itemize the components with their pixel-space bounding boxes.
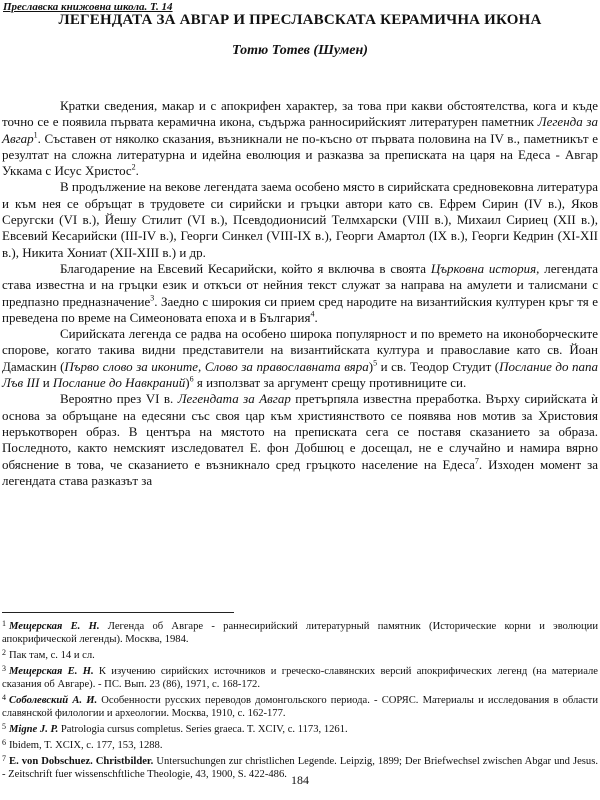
footnote-author: Соболевский А. И. bbox=[9, 695, 98, 706]
footnote bbox=[2, 691, 598, 720]
body-paragraph bbox=[2, 98, 598, 179]
footnote bbox=[2, 662, 598, 691]
footnote-ref: 3 bbox=[150, 293, 155, 303]
italic-title: Легендата за Авгар bbox=[177, 391, 291, 407]
footnote-text: Ibidem, T. XCIX, с. 177, 153, 1288. bbox=[9, 740, 163, 751]
footnote-number: 3 bbox=[2, 664, 6, 673]
footnote-number: 4 bbox=[2, 693, 6, 702]
text-run: я използват за аргумент срещу противниците си. bbox=[193, 375, 467, 391]
text-run: . bbox=[135, 163, 139, 179]
body-paragraph bbox=[2, 326, 598, 391]
text-run: ) bbox=[368, 358, 374, 374]
footnote-divider bbox=[2, 612, 234, 613]
footnote bbox=[2, 736, 598, 752]
italic-title: Първо слово за иконите bbox=[64, 358, 199, 374]
text-run: Кратки сведения, макар и с апокрифен характер, за това при какви обстоятелства, кога и къде точно се е появила първата керамична икона, съдържа ранносирийският литературен паметник bbox=[2, 98, 598, 130]
italic-title: Послание до папа Лъв III bbox=[2, 358, 599, 391]
article-title: ЛЕГЕНДАТА ЗА АВГАР И ПРЕСЛАВСКАТА КЕРАМИЧНА ИКОНА bbox=[58, 12, 542, 28]
text-run: В продължение на векове легендата заема особено място в сирийската средновековна литература и към нея се обръщат в трудовете си сирийски и гръцки автори като св. Ефрем Сирин (IV в.), Яков Серугски (VI в.), Йешу Стилит (VI в.), Псевдодионисий Телмхарски (VIII в.), Михаил Сириец (XII в.), Евсевий Кесарийски (III-IV в.), Георги Синкел (VIII-IX в.), Георги Амартол (IX в.), Георги Кедрин (XI-XII в.), Никита Хониат (XII-XIII в.) и др. bbox=[2, 179, 598, 260]
footnote-text: Untersuchungen zur christlichen Legende. Leipzig, 1899; Der Briefwechsel zwischen Abgar und Jesus. - Zeitschrift fuer wissenschftliche Theologie, 43, 1900, S. 422-486. bbox=[2, 756, 598, 780]
body-paragraph bbox=[2, 391, 598, 489]
footnote-author: E. von Dobschuez. Christbilder. bbox=[9, 756, 154, 767]
footnote-text: Patrologia cursus completus. Series graeca. T. XCIV, с. 1173, 1261. bbox=[58, 724, 348, 735]
footnote-author: Мещерская Е. Н. bbox=[9, 666, 94, 677]
text-run: и св. Теодор Студит ( bbox=[377, 358, 500, 374]
italic-title: Легенда за Авгар bbox=[2, 114, 598, 146]
italic-title: Слово за православната вяра bbox=[204, 358, 369, 374]
footnote-author: Мещерская Е. Н. bbox=[9, 621, 100, 632]
footnote-ref: 6 bbox=[189, 374, 194, 384]
footnote-text: Особенности русских переводов домонгольского периода. - СОРЯС. Материалы и исследования в области славянской филологии и археологии. Москва, 1910, с. 162-177. bbox=[2, 695, 598, 719]
text-run: . bbox=[314, 309, 318, 325]
text-run: . Съставен от няколко сказания, възникнали не по-късно от първата половина на IV в., паметникът е резултат на сложна литературна и идейна еволюция и разказва за преписката на царя на Едеса - Авгар Уккама с Исус Христос bbox=[2, 130, 598, 179]
footnote-text: К изучению сирийских источников и греческо-славянских версий апокрифических легенд (на материале сказания об Авгаре). - ПС. Вып. 23 (86), 1971, с. 168-172. bbox=[2, 666, 598, 690]
text-run: , bbox=[198, 358, 205, 374]
footnote-number: 5 bbox=[2, 722, 6, 731]
footnote bbox=[2, 617, 598, 646]
footnote-number: 6 bbox=[2, 738, 6, 747]
text-run: Вероятно през VI в. bbox=[60, 391, 178, 407]
text-run: ) bbox=[185, 375, 190, 391]
footnote-number: 1 bbox=[2, 619, 6, 628]
text-run: . Заедно с широкия си прием сред народите на византийския културен кръг тя е преведена по време на Симеоновата епоха и в България bbox=[2, 293, 598, 325]
footnote-ref: 2 bbox=[131, 162, 136, 172]
footnote-number: 2 bbox=[2, 648, 6, 657]
body-paragraph bbox=[2, 179, 598, 260]
italic-title: Послание до Навкраний bbox=[52, 375, 186, 391]
text-run: и bbox=[39, 375, 53, 391]
footnote-ref: 5 bbox=[373, 358, 378, 368]
text-run: , легендата става известна и на гръцки език и откъси от нейния текст служат за направа на амулети и талисмани с предпазно предназначение bbox=[2, 260, 599, 309]
footnote-ref: 1 bbox=[33, 130, 38, 140]
text-run: претърпяла известна преработка. Върху сирийската ѝ основа за обръщане на едесяни със своя цар към християнството се появява нов мотив за Христовия неръкотворен образ. В центъра на мястото на преписката сега се поставя сказанието за образа. Последното, както немският изследовател Е. фон Добшюц е досещал, не е случайно и намира вярно обяснение в това, че сказанието е възникнало сред гръцкото население на Едеса bbox=[2, 391, 598, 472]
italic-title: Църковна история bbox=[430, 260, 537, 276]
footnote bbox=[2, 646, 598, 662]
article-body bbox=[2, 98, 598, 489]
footnote bbox=[2, 720, 598, 736]
text-run: . Изходен момент за легендата става разказът за bbox=[2, 456, 599, 488]
page-number: 184 bbox=[291, 773, 309, 787]
footnote-number: 7 bbox=[2, 754, 6, 763]
author-line: Тотю Тотев (Шумен) bbox=[232, 43, 368, 58]
running-head: Преславска книжовна школа. Т. 14 bbox=[3, 1, 173, 13]
footnote-ref: 4 bbox=[310, 309, 315, 319]
footnote-ref: 7 bbox=[474, 456, 479, 466]
footnote-author: Migne J. P. bbox=[9, 724, 59, 735]
footnote-text: Легенда об Авгаре - раннесирийский литературный памятник (Исторические корни и эволюции апокрифической легенды). Москва, 1984. bbox=[2, 621, 599, 645]
text-run: Сирийската легенда се радва на особено широка популярност и по времето на иконоборческите спорове, когато такива видни представители на византийската култура и православие като св. Йоан Дамаскин ( bbox=[2, 326, 598, 374]
body-paragraph bbox=[2, 261, 598, 326]
footnotes bbox=[2, 617, 598, 781]
text-run: Благодарение на Евсевий Кесарийски, който я включва в своята bbox=[60, 260, 431, 276]
footnote-text: Пак там, с. 14 и сл. bbox=[9, 650, 95, 661]
